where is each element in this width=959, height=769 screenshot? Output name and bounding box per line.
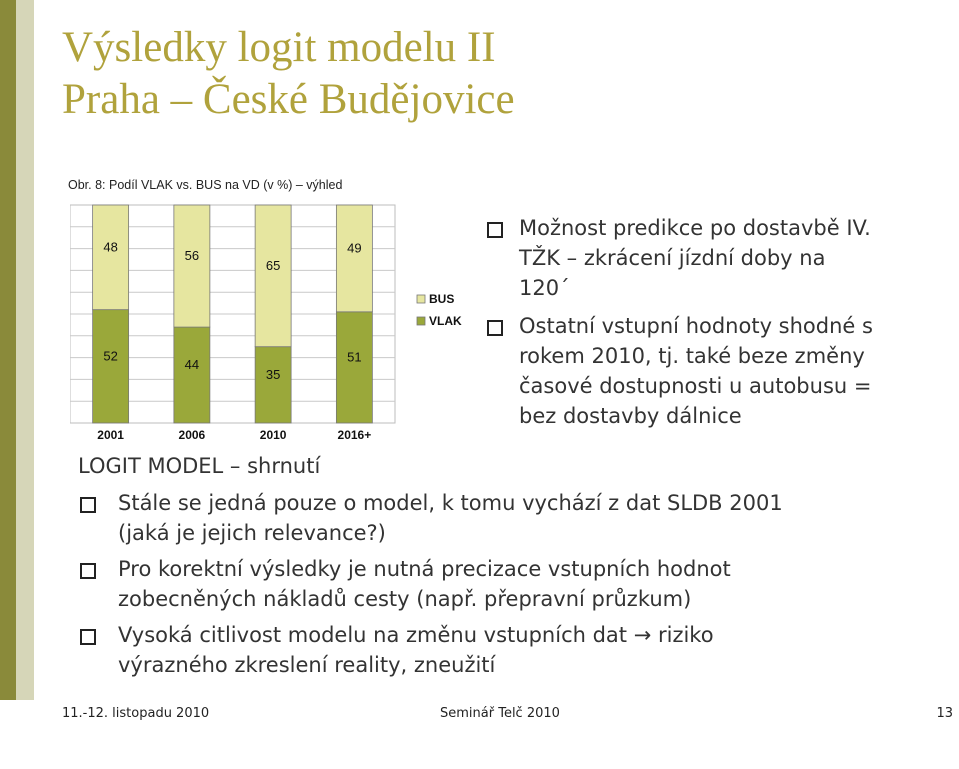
side-decor-light [16, 0, 34, 700]
bar-vlak [174, 327, 210, 423]
data-label: 44 [184, 357, 200, 373]
bullet-text: (jaká je jejich relevance?) [118, 521, 386, 545]
title-line-2: Praha – České Budějovice [62, 76, 515, 123]
title-line-1: Výsledky logit modelu II [62, 24, 496, 71]
bullet-text: Vysoká citlivost modelu na změnu vstupních dat → riziko [118, 623, 714, 647]
bullet-text: časové dostupnosti u autobusu = [519, 374, 872, 398]
right-bullet-list [485, 213, 955, 431]
legend-swatch [417, 295, 425, 303]
bullet-text: zobecněných nákladů cesty (např. přepravní průzkum) [118, 587, 692, 611]
bullet-text: Možnost predikce po dostavbě IV. [519, 216, 871, 240]
bottom-bullet-3 [78, 620, 948, 680]
data-label: 49 [347, 240, 362, 256]
right-bullet-2 [485, 311, 955, 431]
bullet-text: rokem 2010, tj. také beze změny [519, 344, 865, 368]
legend-label: VLAK [429, 314, 462, 328]
slide-title [62, 22, 515, 126]
chart-caption: Obr. 8: Podíl VLAK vs. BUS na VD (v %) – výhled [68, 178, 343, 192]
bullet-text: výrazného zkreslení reality, zneužití [118, 653, 496, 677]
bottom-bullet-1 [78, 488, 948, 548]
x-tick-label: 2010 [259, 428, 287, 442]
bullet-text: TŽK – zkrácení jízdní doby na [519, 246, 826, 270]
data-label: 65 [265, 257, 281, 273]
page-number: 13 [936, 706, 953, 721]
data-label: 52 [103, 348, 118, 364]
bullet-text: Stále se jedná pouze o model, k tomu vychází z dat SLDB 2001 [118, 491, 783, 515]
square-bullet-icon [487, 222, 503, 238]
footer-event: Seminář Telč 2010 [440, 706, 560, 721]
bar-bus [93, 205, 129, 310]
bar-vlak [93, 310, 129, 423]
data-label: 35 [265, 366, 281, 382]
bar-vlak [336, 312, 372, 423]
data-label: 48 [103, 239, 118, 255]
bar-bus [255, 205, 291, 347]
bar-vlak [255, 347, 291, 423]
section-heading: LOGIT MODEL – shrnutí [78, 454, 321, 478]
bullet-text: bez dostavby dálnice [519, 404, 742, 428]
stacked-bar-chart [70, 200, 470, 445]
slide-footer [0, 700, 959, 740]
bullet-text: 120´ [519, 276, 570, 300]
side-decor-dark [0, 0, 16, 700]
bottom-bullet-2 [78, 554, 948, 614]
bar-bus [336, 205, 372, 312]
bullet-text: Pro korektní výsledky je nutná precizace vstupních hodnot [118, 557, 731, 581]
square-bullet-icon [80, 629, 96, 645]
right-bullet-1 [485, 213, 955, 303]
data-label: 51 [347, 349, 362, 365]
x-tick-label: 2016+ [337, 428, 372, 442]
legend-swatch [417, 317, 425, 325]
footer-date: 11.-12. listopadu 2010 [62, 706, 210, 721]
bar-bus [174, 205, 210, 327]
square-bullet-icon [80, 497, 96, 513]
square-bullet-icon [80, 563, 96, 579]
x-tick-label: 2006 [178, 428, 206, 442]
bullet-text: Ostatní vstupní hodnoty shodné s [519, 314, 873, 338]
x-tick-label: 2001 [97, 428, 124, 442]
square-bullet-icon [487, 320, 503, 336]
bottom-bullet-list [78, 488, 948, 680]
legend-label: BUS [429, 292, 455, 306]
data-label: 56 [184, 248, 200, 264]
